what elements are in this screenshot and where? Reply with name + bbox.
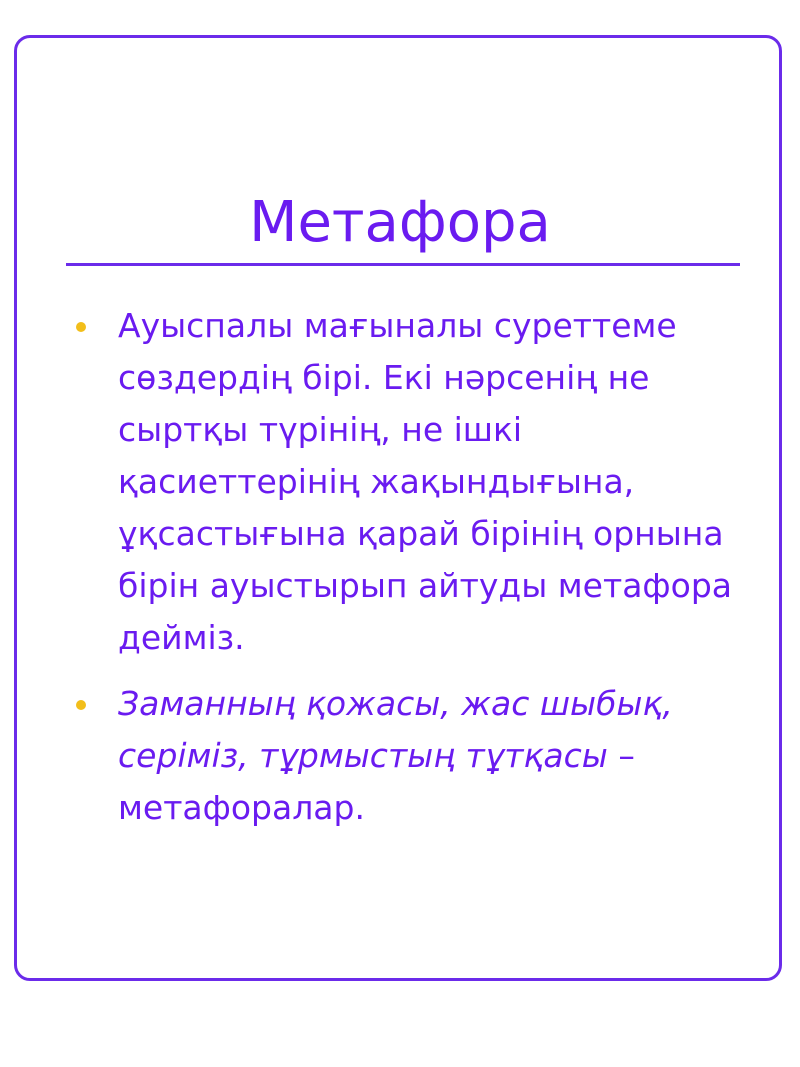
title-divider bbox=[66, 263, 740, 266]
bullet-item-examples bbox=[72, 678, 742, 834]
bullet-text-definition: Ауыспалы мағыналы суреттеме сөздердің бірі. Екі нәрсенің не сыртқы түрінің, не ішкі қасиеттерінің жақындығына, ұқсастығына қарай бірінің орнына бірін ауыстырып айтуды метафора дейміз. bbox=[118, 306, 732, 657]
bullet-list bbox=[72, 300, 742, 834]
examples-italic-text: Заманның қожасы, жас шыбық, серіміз, тұрмыстың тұтқасы bbox=[118, 684, 673, 775]
bullet-item-definition bbox=[72, 300, 742, 664]
examples-regular-text: – метафоралар. bbox=[118, 736, 635, 827]
bullet-text-examples bbox=[118, 678, 742, 834]
slide-title: Метафора bbox=[249, 190, 551, 255]
bullet-icon bbox=[76, 322, 86, 332]
bullet-icon bbox=[76, 700, 86, 710]
